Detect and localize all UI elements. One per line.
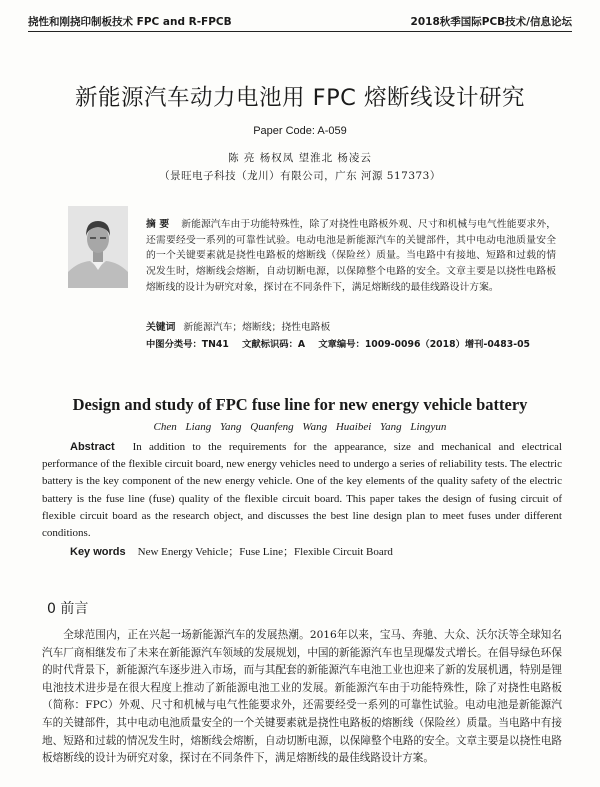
abstract-en-label: Abstract — [70, 441, 115, 453]
keywords-en-text: New Energy Vehicle；Fuse Line；Flexible Circuit Board — [137, 546, 393, 558]
keywords-cn-text: 新能源汽车；熔断线；挠性电路板 — [183, 322, 331, 333]
article-number: 文章编号：1009-0096（2018）增刊-0483-05 — [318, 339, 531, 350]
classification-line — [146, 336, 540, 350]
header-right: 2018秋季国际PCB技术/信息论坛 — [410, 16, 572, 28]
header-rule — [28, 31, 572, 32]
authors-cn: 陈 亮 杨权凤 望淮北 杨凌云 — [228, 152, 372, 164]
abstract-cn-text: 新能源汽车由于功能特殊性，除了对挠性电路板外观、尺寸和机械与电气性能要求外，还需要经受一系列的可靠性试验。电动电池是新能源汽车的关键部件，其中电动电池质量安全的一个关键要素就是挠性电路板的熔断线（保险丝）质量。当电路中有接地、短路和过载的情况发生时，熔断线会熔断，自动切断电源，以保障整个电路的安全。文章主要是以挠性电路板熔断线的设计为研究对象，探讨在不同条件下，满足熔断线的最佳线路设计方案。 — [146, 219, 556, 293]
keywords-en — [70, 543, 393, 559]
author-portrait-icon — [68, 206, 128, 288]
abstract-cn — [146, 217, 556, 296]
document-code: 文献标识码：A — [242, 339, 306, 350]
section-body: 全球范围内，正在兴起一场新能源汽车的发展热潮。2016年以来，宝马、奔驰、大众、沃尔沃等全球知名汽车厂商相继发布了未来在新能源汽车领域的发展规划，中国的新能源汽车也呈现爆发式增长。在倡导绿色环保的时代背景下，新能源汽车逐步进入市场，而与其配套的新能源汽车电池工业也迎来了新的发展机遇，特别是锂电池技术进步是在很大程度上推动了新能源电池工业的发展。新能源汽车由于功能特殊性，除了对挠性电路板（简称：FPC）外观、尺寸和机械与电气性能要求外，还需要经受一系列的可靠性试验。电动电池是新能源汽车的关键部件，其中电动电池质量安全的一个关键要素就是挠性电路板的熔断线（保险丝）质量。当电路中有接地、短路和过载的情况发生时，熔断线会熔断，自动切断电源，以保障整个电路的安全。文章主要是以挠性电路板熔断线的设计为研究对象，探讨在不同条件下，满足熔断线的最佳线路设计方案。 — [42, 629, 562, 765]
keywords-en-label: Key words — [70, 546, 126, 558]
abstract-en — [42, 439, 562, 542]
keywords-cn — [146, 319, 330, 333]
authors-en: Chen Liang Yang Quanfeng Wang Huaibei Yang Lingyun — [153, 421, 447, 433]
abstract-cn-label: 摘 要 — [146, 219, 170, 230]
abstract-en-text: In addition to the requirements for the appearance, size and mechanical and electrical performance of the flexible circuit board, new energy vehicles need to undergo a series of reliability tests. The electric battery is the key component of the new energy vehicle. One of the key elements of the quality safety of the electric battery is the fuse line (fuse) quality of the flexible circuit board. This paper takes the design of fusing circuit of flexible circuit board as the research object, and discusses the best line design plan to meet fuses under different conditions. — [42, 441, 562, 540]
author-photo — [68, 206, 128, 288]
clc-number: 中图分类号：TN41 — [146, 339, 229, 350]
section-heading: 0 前言 — [47, 601, 89, 617]
paper-code: Paper Code: A-059 — [253, 125, 347, 137]
paper-title-cn: 新能源汽车动力电池用 FPC 熔断线设计研究 — [74, 85, 526, 111]
affiliation-cn: （景旺电子科技（龙川）有限公司，广东 河源 517373） — [159, 170, 441, 182]
running-header — [28, 14, 572, 30]
header-left: 挠性和刚挠印制板技术 FPC and R-FPCB — [28, 16, 232, 28]
keywords-cn-label: 关键词 — [146, 322, 176, 333]
paper-title-en: Design and study of FPC fuse line for new energy vehicle battery — [72, 395, 528, 414]
